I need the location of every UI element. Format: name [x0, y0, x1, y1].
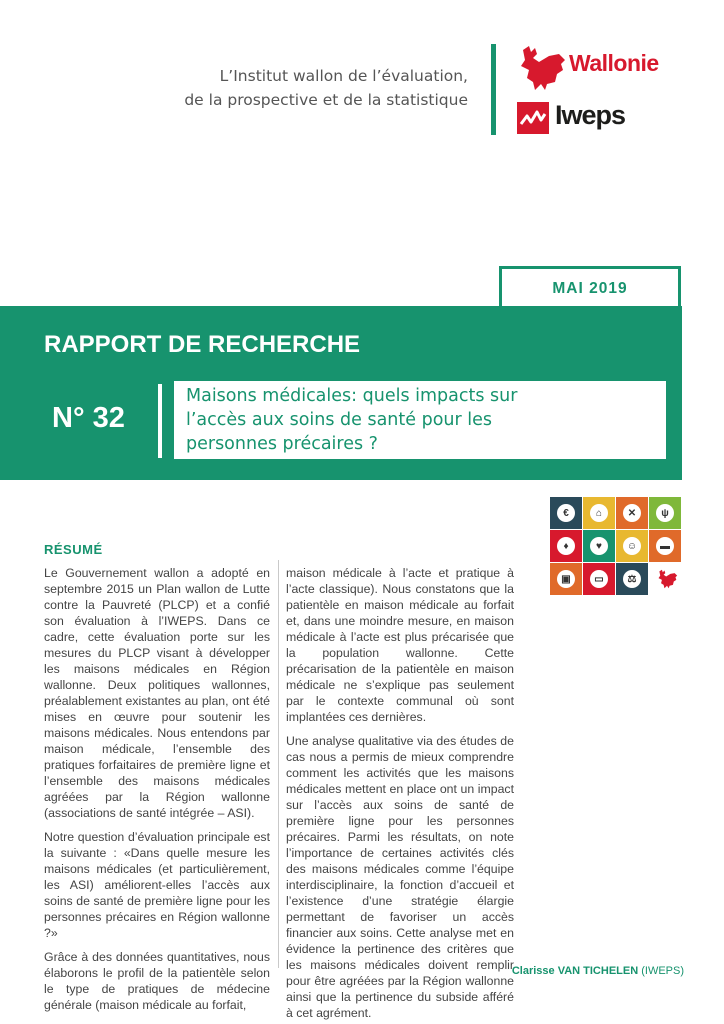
author-name: Clarisse VAN TICHELEN — [511, 965, 639, 977]
report-subtitle-box — [174, 381, 666, 459]
resume-paragraph: Grâce à des données quantitatives, nous élaborons le profil de la patientèle selon le type de pratiques de médecine générale (maison médicale au forfait, — [44, 950, 270, 1012]
briefcase-icon: ▣ — [550, 563, 582, 595]
institute-line-2: de la prospective et de la statistique — [184, 91, 468, 109]
column-divider — [278, 560, 279, 968]
zigzag-icon — [517, 102, 549, 134]
report-type-title: RAPPORT DE RECHERCHE — [44, 331, 361, 358]
resume-heading: RÉSUMÉ — [44, 542, 103, 557]
resume-right-column — [286, 565, 514, 1024]
institute-line-1: L’Institut wallon de l’évaluation, — [219, 67, 468, 85]
family-icon: ☺ — [616, 530, 648, 562]
wallonie-logo — [515, 44, 685, 92]
subtitle-line-1: Maisons médicales: quels impacts sur — [186, 386, 518, 406]
car-icon: ▬ — [649, 530, 681, 562]
iweps-wordmark: Iweps — [555, 100, 626, 130]
subtitle-line-3: personnes précaires ? — [186, 434, 378, 454]
house-icon: ⌂ — [583, 497, 615, 529]
wallonie-wordmark: Wallonie — [569, 50, 659, 76]
plug-icon: ψ — [649, 497, 681, 529]
screen-icon: ▭ — [583, 563, 615, 595]
subtitle-line-2: l’accès aux soins de santé pour les — [186, 410, 493, 430]
water-drop-icon: ♦ — [550, 530, 582, 562]
theme-icon-grid — [550, 497, 680, 595]
iweps-square — [517, 102, 549, 134]
issue-divider — [158, 384, 162, 458]
publication-date: MAI 2019 — [499, 266, 681, 308]
rooster-icon — [515, 44, 567, 92]
author-organisation: (IWEPS) — [641, 965, 684, 977]
money-icon: € — [550, 497, 582, 529]
resume-paragraph: Notre question d’évaluation principale est la suivante : «Dans quelle mesure les maisons médicales (et particulièrement, les ASI) améliorent-elles l’accès aux soins de santé de première ligne pour les personnes précaires en Région wallonne ?» — [44, 830, 270, 940]
iweps-logo — [517, 100, 687, 136]
institute-name — [108, 64, 468, 112]
food-icon: ✕ — [616, 497, 648, 529]
header-divider — [491, 44, 496, 135]
issue-number: N° 32 — [52, 402, 125, 434]
resume-left-column — [44, 565, 270, 1021]
heart-icon: ♥ — [583, 530, 615, 562]
author-credit — [512, 965, 684, 977]
resume-paragraph: maison médicale à l’acte et pratique à l’acte classique). Nous constatons que la patientèle en maison médicale au forfait et, dans une moindre mesure, en maison médicale à l’acte est plus précarisée que la population wallonne. Cette précarisation de la patientèle en maison médicale ne s’explique pas seulement par le contexte communal où sont implantées ces dernières. — [286, 566, 514, 724]
resume-paragraph: Le Gouvernement wallon a adopté en septembre 2015 un Plan wallon de Lutte contre la Pauvreté (PLCP) et a confié son évaluation à l’IWEPS. Dans ce cadre, cette évaluation porte sur les mesures du PLCP visant à développer les maisons médicales en Région wallonne. Deux politiques wallonnes, préalablement existantes au plan, ont été mises en œuvre pour soutenir les maisons médicales. Nous entendons par maison médicale, l’ensemble des pratiques forfaitaires de première ligne et l’ensemble des maisons médicales agréées par la Région wallonne (associations de santé intégrée – ASI). — [44, 566, 270, 820]
scale-icon: ⚖ — [616, 563, 648, 595]
resume-paragraph: Une analyse qualitative via des études de cas nous a permis de mieux comprendre comment les activités que les maisons médicales mettent en place ont un impact sur l’accès aux soins de santé de première ligne pour les personnes précaires. Parmi les résultats, on note l’importance de certaines activités clés des maisons médicales comme l’équipe interdisciplinaire, la fonction d’accueil et l’existence d’une stratégie élargie permettant de favoriser un accès financier aux soins. Cette analyse met en évidence la pertinence des critères que les maisons médicales doivent remplir pour être agréées par la Région wallonne ainsi que la pertinence du subside afféré à cet agrément. — [286, 734, 514, 1020]
small-rooster-icon — [656, 567, 678, 591]
